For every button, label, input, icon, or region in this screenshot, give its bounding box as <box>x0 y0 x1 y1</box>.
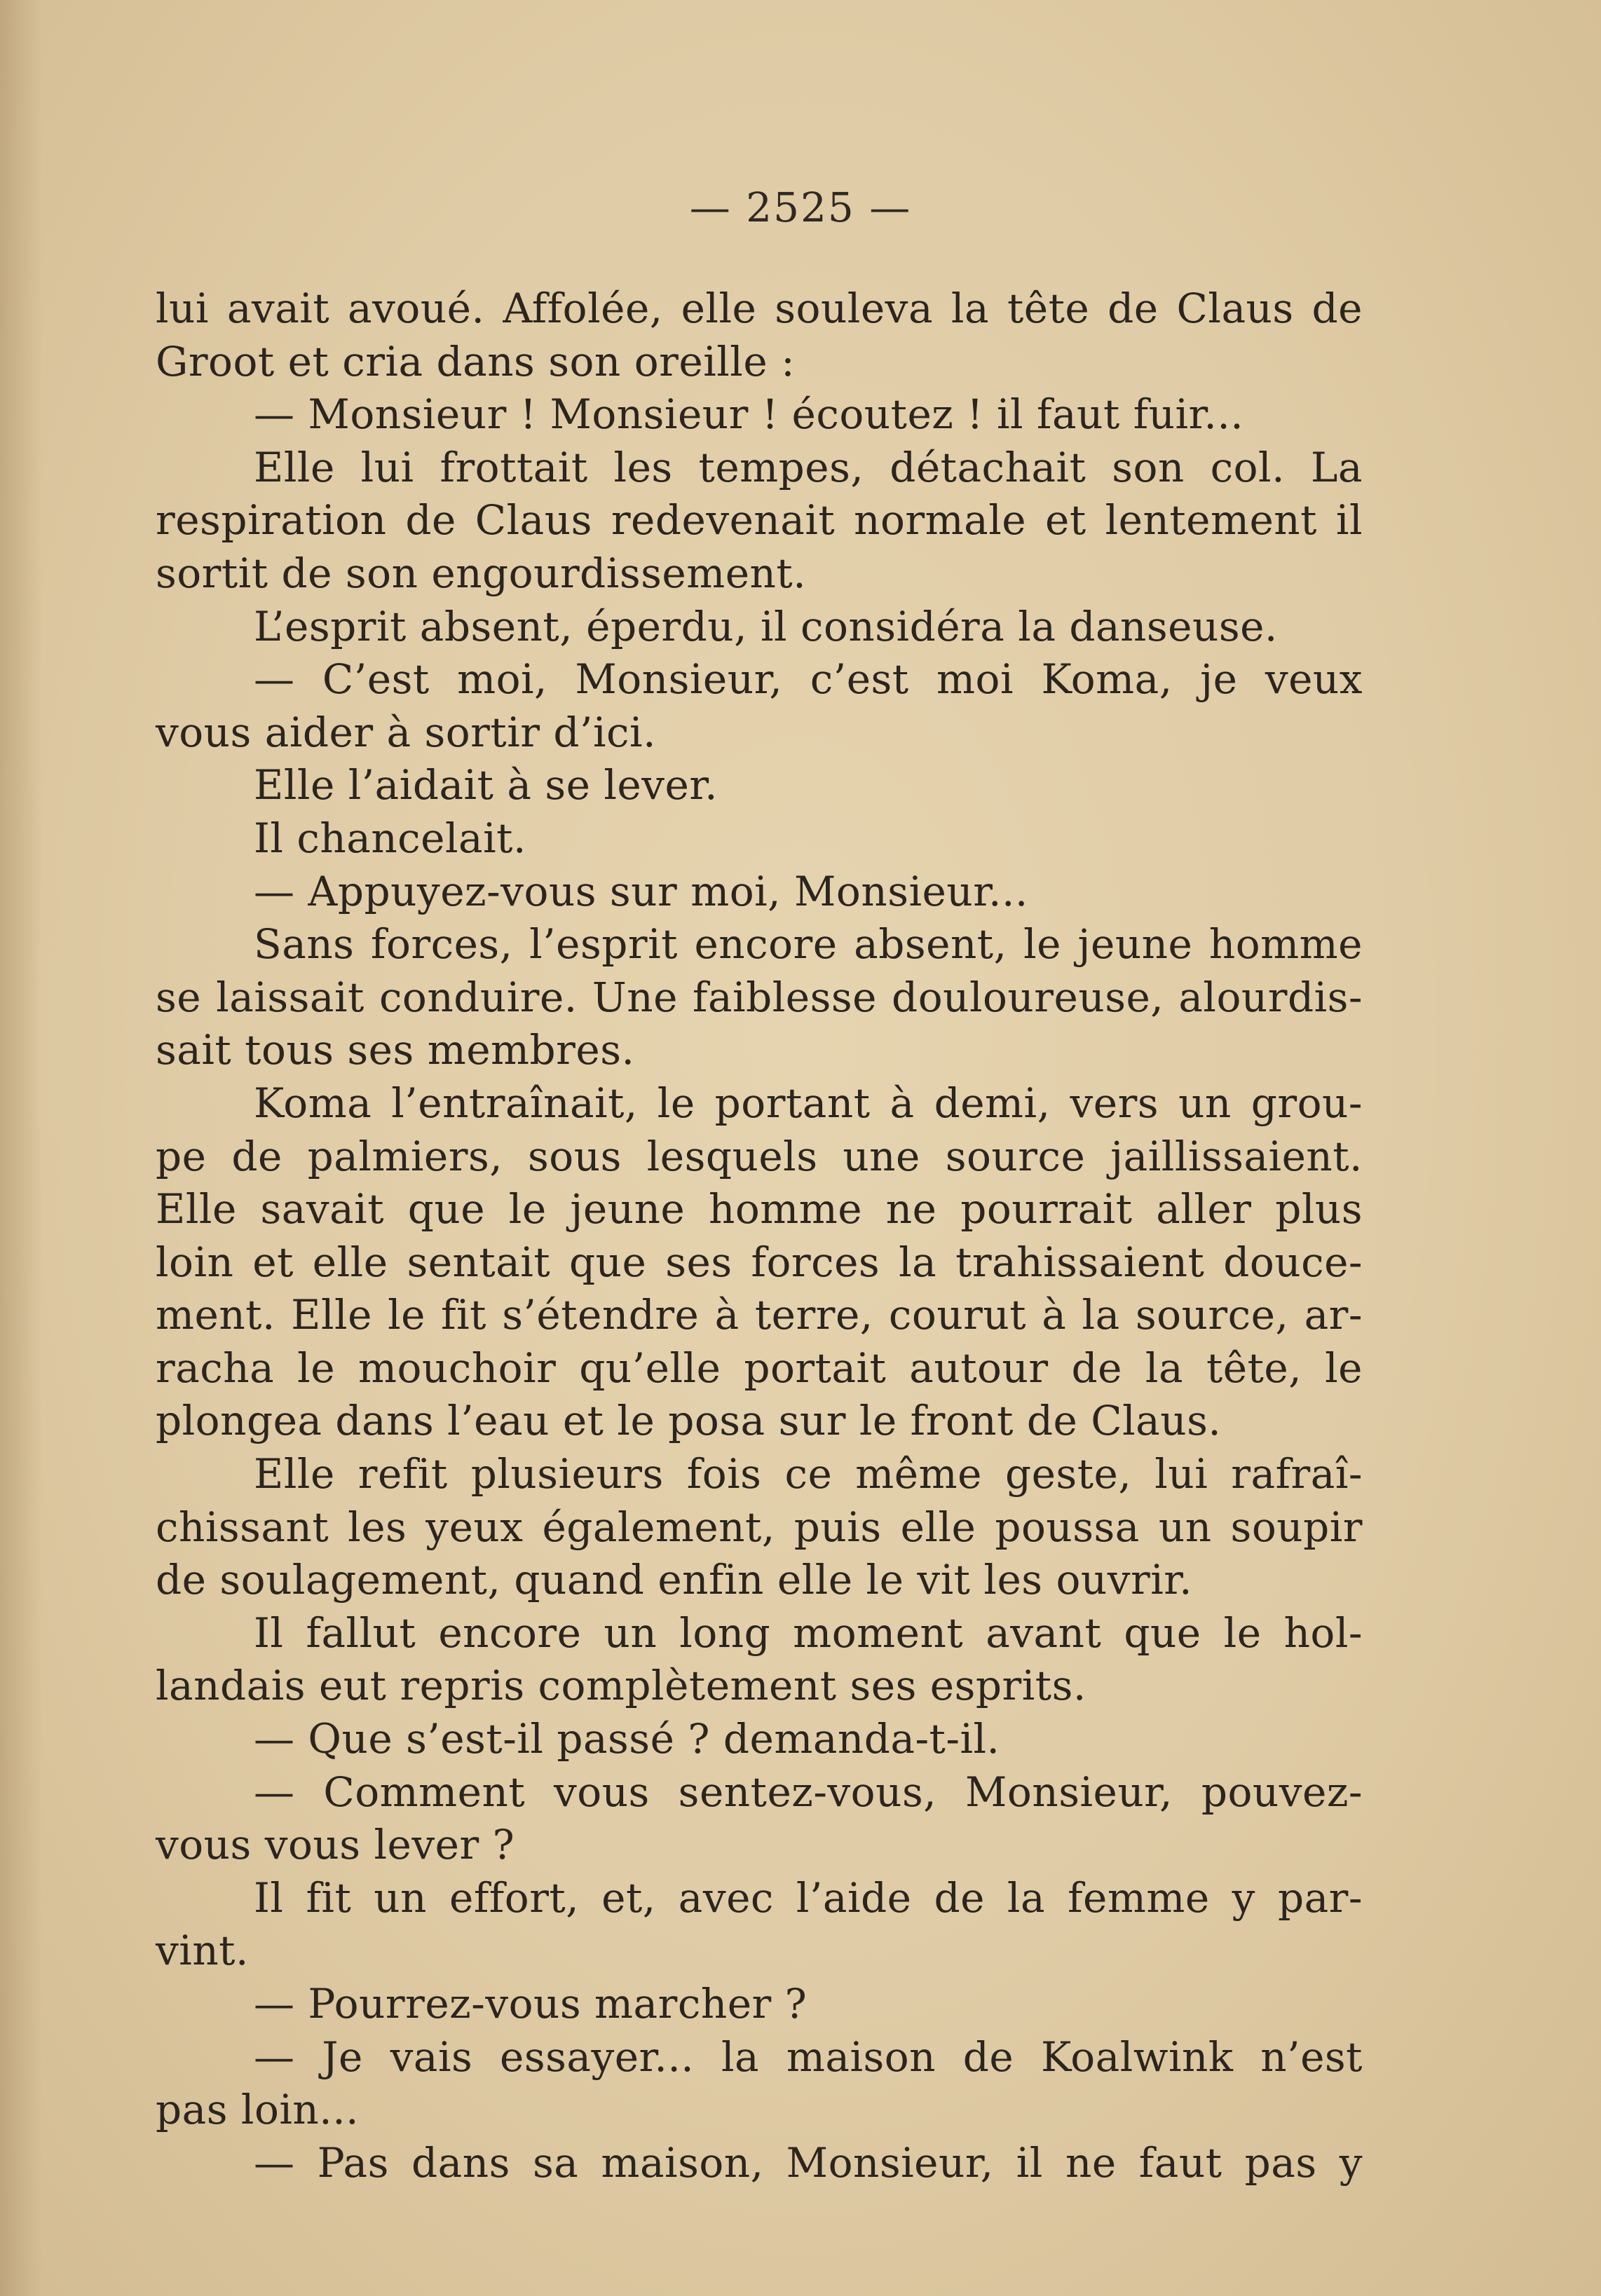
text-line: landais eut repris complètement ses esprits. <box>156 1662 1086 1710</box>
text-line: loin et elle sentait que ses forces la trahissaient douce- <box>156 1238 1363 1286</box>
text-line: Il fallut encore un long moment avant que le hol- <box>254 1608 1363 1657</box>
text-line: sait tous ses membres. <box>156 1026 635 1074</box>
text-line: Elle savait que le jeune homme ne pourrait aller plus <box>156 1185 1363 1234</box>
page-edge-shadow <box>0 0 42 2296</box>
text-line: — Monsieur ! Monsieur ! écoutez ! il faut fuir... <box>254 390 1244 439</box>
text-line: vous aider à sortir d’ici. <box>156 708 657 756</box>
text-line: — Pas dans sa maison, Monsieur, il ne faut pas y <box>254 2138 1363 2187</box>
text-line: ment. Elle le fit s’étendre à terre, courut à la source, ar- <box>156 1291 1363 1339</box>
text-line: Il chancelait. <box>254 814 526 862</box>
text-line: Elle lui frottait les tempes, détachait son col. La <box>254 443 1363 491</box>
text-line: vous vous lever ? <box>156 1821 515 1869</box>
text-line: — Pourrez-vous marcher ? <box>254 1980 808 2028</box>
text-line: L’esprit absent, éperdu, il considéra la danseuse. <box>254 602 1278 650</box>
text-line: plongea dans l’eau et le posa sur le front de Claus. <box>156 1397 1222 1445</box>
text-line: pas loin... <box>156 2086 360 2134</box>
text-line: Koma l’entraînait, le portant à demi, vers un grou- <box>254 1079 1363 1127</box>
text-line: — Comment vous sentez-vous, Monsieur, pouvez- <box>254 1768 1363 1816</box>
text-line: de soulagement, quand enfin elle le vit les ouvrir. <box>156 1556 1193 1604</box>
text-line: — Je vais essayer... la maison de Koalwink n’est <box>254 2032 1363 2081</box>
text-line: — Que s’est-il passé ? demanda-t-il. <box>254 1715 1000 1763</box>
text-line: respiration de Claus redevenait normale et lentement il <box>156 496 1363 545</box>
text-line: Elle l’aidait à se lever. <box>254 761 718 809</box>
text-line: vint. <box>156 1927 249 1975</box>
text-line: se laissait conduire. Une faiblesse douloureuse, alourdis- <box>156 973 1363 1021</box>
text-line: sortit de son engourdissement. <box>156 549 807 597</box>
text-line: pe de palmiers, sous lesquels une source jaillissaient. <box>156 1132 1363 1180</box>
text-line: Il fit un effort, et, avec l’aide de la femme y par- <box>254 1873 1363 1922</box>
text-line: lui avait avoué. Affolée, elle souleva la tête de Claus de <box>156 285 1363 332</box>
text-line: — Appuyez-vous sur moi, Monsieur... <box>254 867 1028 915</box>
text-line: Elle refit plusieurs fois ce même geste, lui rafraî- <box>254 1450 1363 1498</box>
text-line: Sans forces, l’esprit encore absent, le jeune homme <box>254 920 1363 969</box>
text-line: Groot et cria dans son oreille : <box>156 337 796 385</box>
body-text <box>156 282 1363 2189</box>
text-line: racha le mouchoir qu’elle portait autour de la tête, le <box>156 1344 1363 1392</box>
text-line: — C’est moi, Monsieur, c’est moi Koma, je veux <box>254 655 1363 704</box>
page-number: — 2525 — <box>689 184 912 231</box>
text-line: chissant les yeux également, puis elle poussa un soupir <box>156 1503 1363 1551</box>
